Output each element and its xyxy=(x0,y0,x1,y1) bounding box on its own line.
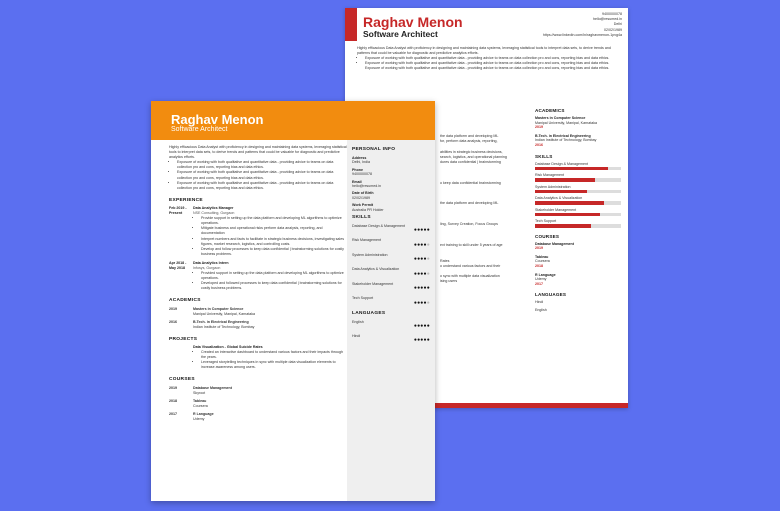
rating-dot: ● xyxy=(423,227,427,234)
personal-label: Work Permit xyxy=(352,203,374,208)
bullet-list xyxy=(201,350,347,370)
project-title: Data Visualization - Global Suicide Rates xyxy=(193,345,263,349)
academic-entry xyxy=(169,307,347,317)
course-body xyxy=(193,386,232,396)
section-title: PERSONAL INFO xyxy=(352,147,396,152)
rating-dot: ● xyxy=(417,299,421,306)
text-line: abilities in strategic business decisions, xyxy=(440,149,503,154)
bullet-list xyxy=(201,271,347,291)
rating-dot: ● xyxy=(420,241,424,248)
course-entry xyxy=(535,255,621,269)
degree: B.Tech. in Electrical Engineering xyxy=(193,319,249,324)
rating-dot: ● xyxy=(420,256,424,263)
personal-value: Australia PR Holder xyxy=(352,207,384,212)
summary-bullet: • Exposure of working with both qualitative and quantitative data - providing advice to teams on data collection pro and cons, reporting bias and data ethics. Exposure of working with both qualitative and quantitative data - providing advice to teams on data collection pro and cons, reporting bias and data ethics. xyxy=(365,61,619,71)
school: Indian Institute of Technology, Bombay xyxy=(193,324,255,329)
course-name: Tableau xyxy=(193,398,207,403)
experience-entry xyxy=(169,261,347,292)
year: 2019 xyxy=(535,125,543,130)
course-entry xyxy=(535,273,621,287)
resume-name: Raghav Menon xyxy=(363,14,463,30)
bullet: • Develop and follow processes to keep data confidential | brainstorming solutions for costly business problems. xyxy=(201,247,347,257)
text-line: dures data confidential | brainstorming xyxy=(440,159,501,164)
rating-dots xyxy=(352,228,430,233)
personal-value: 02/02/1989 xyxy=(352,195,370,200)
skill-name: Tech Support xyxy=(352,296,374,301)
contact-block xyxy=(543,12,622,38)
language: English xyxy=(535,308,547,313)
skill-name: Data Analytics & Visualization xyxy=(535,196,583,201)
skill-bar-fill xyxy=(535,213,600,217)
skill-entry xyxy=(535,173,621,182)
degree: B.Tech. in Electrical Engineering xyxy=(535,133,591,138)
resume-preview-orange xyxy=(151,101,435,501)
degree: Masters in Computer Science xyxy=(535,116,586,120)
skill-bar xyxy=(535,167,621,171)
rating-dot: ● xyxy=(420,270,424,277)
experience-body xyxy=(193,206,347,257)
course-name: Database Management xyxy=(535,241,574,246)
year: 2019 xyxy=(169,385,177,390)
text-line: for, perform data analysis, reporting, xyxy=(440,139,498,144)
rating-dot: ● xyxy=(423,256,427,263)
rating-dot: ● xyxy=(426,241,430,248)
main-column xyxy=(169,145,347,425)
experience-entry xyxy=(169,206,347,257)
rating-dots xyxy=(352,243,430,248)
rating-dots xyxy=(352,338,430,343)
language-entry xyxy=(352,334,430,343)
rating-dot: ● xyxy=(426,322,430,329)
year: 2019 xyxy=(169,306,177,311)
school: Manipal University, Manipal, Karnataka xyxy=(193,311,256,316)
rating-dot: ● xyxy=(423,241,427,248)
organization: NSE Consulting, Gurgaon xyxy=(193,211,235,216)
rating-dots xyxy=(352,301,430,306)
partially-covered-experience xyxy=(440,134,532,284)
skill-bar-fill xyxy=(535,201,604,205)
school: Coursera xyxy=(193,403,208,408)
skill-entry xyxy=(352,238,430,247)
summary-text: Highly efficacious Data Analyst with proficiency in designing and maintaining data systems, leveraging statistical tools to interpret data sets, to derive trends and patterns that could be valuable for diagnostic and predictive analytics efforts. xyxy=(169,145,347,160)
sidebar xyxy=(347,140,435,501)
experience-body xyxy=(193,261,347,292)
bullet: • Developed and followed processes to keep data confidential | brainstorming solutions for costly business problems. xyxy=(201,281,347,291)
skill-name: Risk Management xyxy=(352,238,381,243)
contact-line: hello@resumed.in xyxy=(592,17,622,22)
course-entry xyxy=(535,242,621,251)
course-name: R Language xyxy=(535,272,556,277)
rating-dot: ● xyxy=(423,270,427,277)
rating-dot: ● xyxy=(417,285,421,292)
text-line: ext training to skill under 5 years of age xyxy=(440,242,503,247)
rating-dot: ● xyxy=(423,285,427,292)
rating-dot: ● xyxy=(426,337,430,344)
personal-value: hello@resumed.in xyxy=(352,184,382,189)
skill-name: Risk Management xyxy=(535,173,564,178)
section-title: SKILLS xyxy=(352,215,371,221)
skill-bar-fill xyxy=(535,178,595,182)
summary-text: Highly efficacious Data Analyst with proficiency in designing and maintaining data systems, leveraging statistical tools to interpret data sets, to derive trends and patterns that could be valuable for diagnostic and predictive analytics efforts. xyxy=(357,46,611,56)
rating-dot: ● xyxy=(426,299,430,306)
text-line: the data platform and developing ML xyxy=(440,201,499,206)
contact-line: https://www.linkedin.com/in/raghavmenon-1pvg4a xyxy=(542,32,622,37)
year: 2016 xyxy=(535,142,543,147)
summary-bullet: • Exposure of working with both qualitative and quantitative data - providing advice to teams on data collection pro and cons, reporting bias and data ethics. xyxy=(365,56,619,61)
rating-dot: ● xyxy=(417,241,421,248)
rating-dot: ● xyxy=(426,227,430,234)
section-title: ACADEMICS xyxy=(169,298,201,304)
skill-name: Database Design & Management xyxy=(535,161,588,166)
contact-line: Delhi xyxy=(613,22,622,27)
skill-bar xyxy=(535,213,621,217)
spacer xyxy=(169,345,193,370)
course-body xyxy=(193,412,214,422)
rating-dot: ● xyxy=(417,256,421,263)
section-title: PROJECTS xyxy=(169,336,198,342)
rating-dot: ● xyxy=(420,322,424,329)
skill-entry xyxy=(535,162,621,171)
skill-bar xyxy=(535,201,621,205)
dates: Feb 2019 - Present xyxy=(169,205,187,216)
year: 2018 xyxy=(535,263,543,268)
skill-bar xyxy=(535,190,621,194)
rating-dot: ● xyxy=(420,337,424,344)
skill-entry xyxy=(352,296,430,305)
summary xyxy=(357,46,619,71)
language-name: English xyxy=(352,319,364,324)
section-title: LANGUAGES xyxy=(352,310,386,316)
section-title: EXPERIENCE xyxy=(169,197,203,203)
project-body xyxy=(193,345,347,370)
rating-dot: ● xyxy=(423,337,427,344)
course-entry xyxy=(169,412,347,422)
rating-dot: ● xyxy=(420,299,424,306)
personal-label: Phone xyxy=(352,167,363,172)
rating-dot: ● xyxy=(413,299,418,306)
rating-dot: ● xyxy=(426,285,430,292)
skill-name: System Administration xyxy=(535,184,571,189)
section-title: ACADEMICS xyxy=(535,108,565,113)
section-title: COURSES xyxy=(535,233,560,239)
text-line: ising users xyxy=(440,279,458,284)
skill-entry xyxy=(535,219,621,228)
academic-entry xyxy=(169,320,347,330)
bullet: • Leveraged storytelling techniques in sync with multiple data visualization elements to increase awareness among users. xyxy=(201,360,347,370)
skill-entry xyxy=(535,196,621,205)
personal-label: Email xyxy=(352,179,362,184)
bullet-list xyxy=(201,216,347,257)
degree: Masters in Computer Science xyxy=(193,306,244,311)
rating-dot: ● xyxy=(420,227,424,234)
skill-name: Tech Support xyxy=(535,219,557,224)
skill-entry xyxy=(352,282,430,291)
personal-value: 9400000078 xyxy=(352,172,372,177)
text-line: search, logistics, and operational planning xyxy=(440,154,507,159)
rating-dot: ● xyxy=(413,241,418,248)
rating-dot: ● xyxy=(417,322,421,329)
course-name: Database Management xyxy=(193,385,232,390)
skill-entry xyxy=(535,208,621,217)
personal-value: Delhi, India xyxy=(352,160,370,165)
rating-dots xyxy=(352,257,430,262)
rating-dot: ● xyxy=(413,227,418,234)
course-body xyxy=(193,399,208,409)
language-name: Hindi xyxy=(352,333,361,338)
text-line: o understand various factors and their xyxy=(440,263,501,268)
rating-dot: ● xyxy=(413,256,418,263)
skill-name: Stakeholder Management xyxy=(352,281,394,286)
school: Manipal University, Manipal, Karnataka xyxy=(535,120,598,125)
rating-dot: ● xyxy=(417,337,421,344)
academic-entry xyxy=(535,116,621,130)
skill-bar-fill xyxy=(535,167,608,171)
bullet: • Created an interactive dashboard to understand various factors and their impacts through the years. xyxy=(201,350,347,360)
contact-line: 02/02/1989 xyxy=(604,27,622,32)
skill-name: Stakeholder Management xyxy=(535,207,577,212)
year: 2018 xyxy=(169,398,177,403)
job-title: Data Analytics Manager xyxy=(193,205,234,210)
course-entry xyxy=(169,399,347,409)
school: Indian Institute of Technology, Bombay xyxy=(535,138,597,143)
school: Skyroot xyxy=(193,390,206,395)
job-title: Data Analytics Intern xyxy=(193,260,229,265)
text-line: Rates xyxy=(440,258,450,263)
rating-dot: ● xyxy=(413,270,418,277)
rating-dot: ● xyxy=(417,270,421,277)
section-title: SKILLS xyxy=(535,153,553,159)
skill-name: Data Analytics & Visualization xyxy=(352,267,400,272)
academic-body xyxy=(193,307,255,317)
text-line: ling, Survey Creation, Focus Groups xyxy=(440,222,498,227)
summary-bullet: • Exposure of working with both qualitative and quantitative data - providing advice to teams on data collection pro and cons, reporting bias and data ethics. xyxy=(177,160,347,170)
personal-label: Date of Birth xyxy=(352,191,374,196)
academic-entry xyxy=(535,134,621,148)
school: Coursera xyxy=(535,259,550,264)
organization: Infosys, Gurgaon xyxy=(193,265,221,270)
year: 2017 xyxy=(169,411,177,416)
rating-dot: ● xyxy=(423,299,427,306)
skill-bar-fill xyxy=(535,190,587,194)
skill-entry xyxy=(535,185,621,194)
year: 2017 xyxy=(535,281,543,286)
summary-bullet: • Exposure of working with both qualitative and quantitative data - providing advice to teams on data collection pro and cons, reporting bias and data ethics. xyxy=(177,181,347,191)
rating-dot: ● xyxy=(423,322,427,329)
course-entry xyxy=(169,386,347,396)
rating-dot: ● xyxy=(413,322,418,329)
text-line: o keep data confidential brainstorming xyxy=(440,180,501,185)
right-column xyxy=(535,102,621,316)
rating-dot: ● xyxy=(420,285,424,292)
contact-line: 9400000078 xyxy=(602,12,622,16)
course-name: Tableau xyxy=(535,254,549,259)
project-entry xyxy=(169,345,347,370)
summary-bullet: • Exposure of working with both qualitative and quantitative data - providing advice to teams on data collection pro and cons, reporting bias and data ethics. xyxy=(177,170,347,180)
rating-dots xyxy=(352,272,430,277)
year: 2019 xyxy=(535,246,543,251)
rating-dots xyxy=(352,286,430,291)
skill-bar xyxy=(535,224,621,228)
school: Udemy xyxy=(193,417,205,422)
rating-dot: ● xyxy=(413,285,418,292)
skill-entry xyxy=(352,267,430,276)
section-title: COURSES xyxy=(169,377,195,383)
rating-dot: ● xyxy=(417,227,421,234)
skill-entry xyxy=(352,224,430,233)
language: Hindi xyxy=(535,300,544,305)
rating-dot: ● xyxy=(426,256,430,263)
school: Udemy xyxy=(535,277,547,282)
text-line: o sync with multiple data visualization xyxy=(440,274,500,279)
skill-name: System Administration xyxy=(352,252,388,257)
personal-label: Address xyxy=(352,156,367,160)
academic-body xyxy=(193,320,254,330)
skill-entry xyxy=(352,253,430,262)
year: 2016 xyxy=(169,319,177,324)
bullet: • Provided support in setting up the data platform and developing ML algorithms to optimize operations. xyxy=(201,271,347,281)
resume-role: Software Architect xyxy=(363,29,438,39)
accent-bar xyxy=(345,8,357,41)
section-title: LANGUAGES xyxy=(535,292,567,298)
rating-dot: ● xyxy=(426,270,430,277)
skill-name: Database Design & Management xyxy=(352,224,405,229)
rating-dot: ● xyxy=(413,337,418,344)
skill-bar xyxy=(535,178,621,182)
dates: Apr 2018 - May 2018 xyxy=(169,260,187,270)
course-name: R Language xyxy=(193,411,214,416)
bullet: • Mitigate business and operational risks perform data analysis, reporting, and documentation xyxy=(201,226,347,236)
bullet: • Provide support in setting up the data platform and developing ML algorithms to optimize operations. xyxy=(201,216,347,226)
resume-role: Software Architect xyxy=(171,126,228,133)
skill-bar-fill xyxy=(535,224,591,228)
language-entry xyxy=(352,320,430,329)
resume-name: Raghav Menon xyxy=(171,112,264,127)
text-line: the data platform and developing ML xyxy=(440,134,499,138)
bullet: • Interpret numbers and facts to facilitate in strategic business decisions, investigating sales figures, market research, logistics, and controlling costs. xyxy=(201,237,347,247)
rating-dots xyxy=(352,324,430,329)
